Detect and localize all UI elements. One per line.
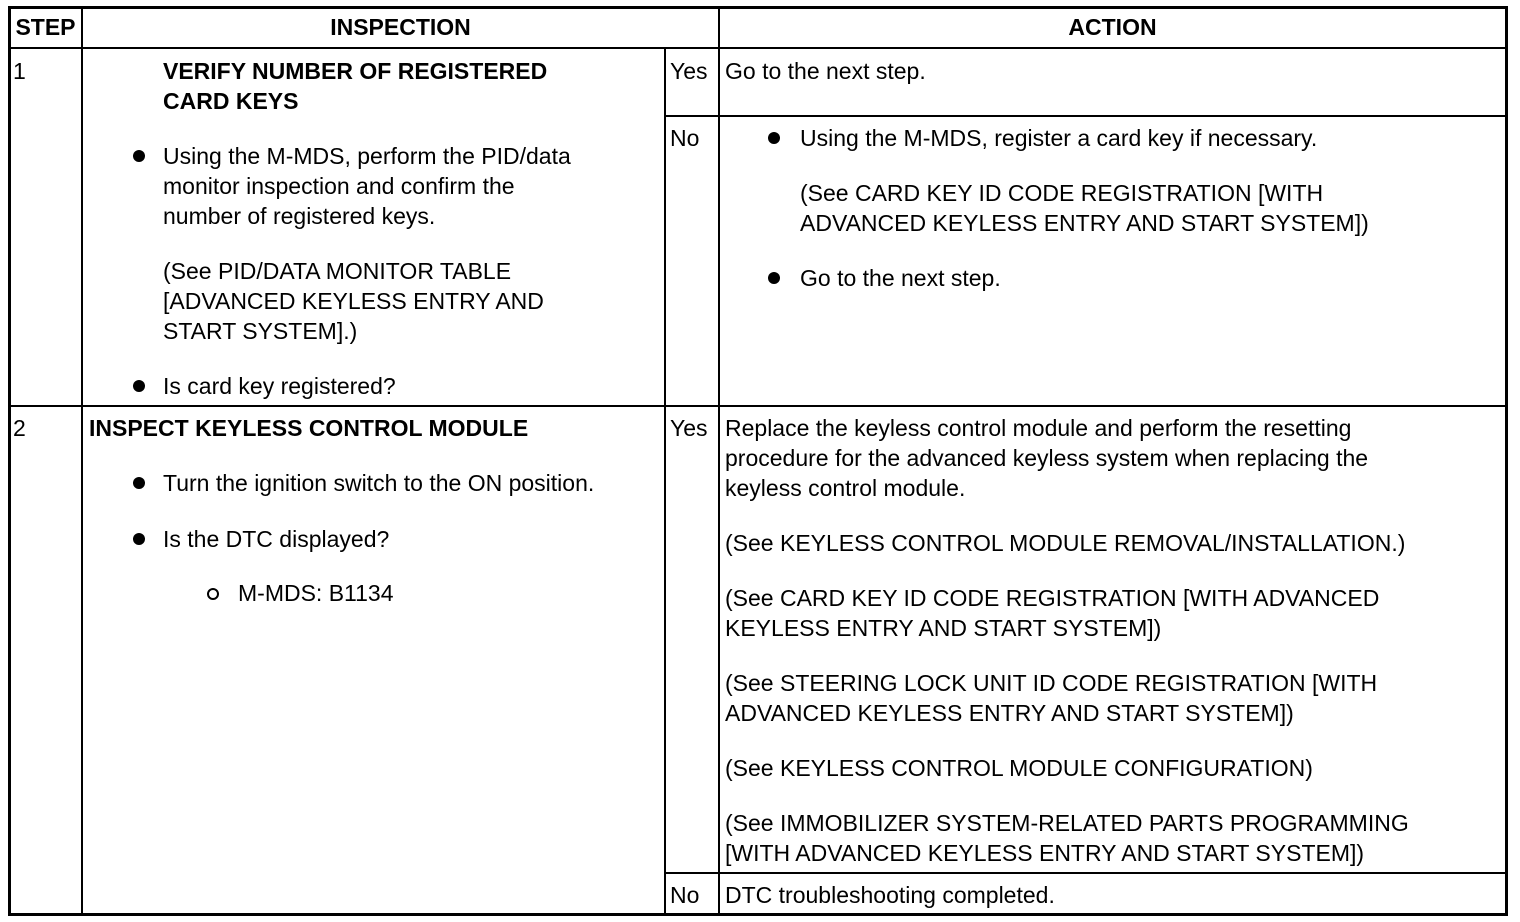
step2-number: 2 (13, 415, 26, 441)
step1-bullet1-line1: Using the M-MDS, perform the PID/data (163, 143, 571, 169)
step2-ref2-line1[interactable]: (See CARD KEY ID CODE REGISTRATION [WITH ADVANCED (725, 585, 1380, 611)
step2-ref3-line2[interactable]: ADVANCED KEYLESS ENTRY AND START SYSTEM]) (725, 700, 1294, 726)
step1-title-line2: CARD KEYS (163, 88, 299, 114)
bullet-icon (133, 477, 145, 489)
step2-ref4[interactable]: (See KEYLESS CONTROL MODULE CONFIGURATION) (725, 755, 1313, 781)
header-inspection: INSPECTION (330, 14, 471, 40)
step1-ref-line1[interactable]: (See PID/DATA MONITOR TABLE (163, 258, 512, 284)
step2-bullet1: Turn the ignition switch to the ON position. (163, 470, 595, 496)
bullet-icon (133, 533, 145, 545)
step-divider (8, 405, 1508, 407)
step2-ref2-line2[interactable]: KEYLESS ENTRY AND START SYSTEM]) (725, 615, 1162, 641)
header-divider (8, 47, 1508, 49)
step2-sub-bullet: M-MDS: B1134 (238, 580, 394, 606)
step2-bullet2: Is the DTC displayed? (163, 526, 390, 552)
table-border-bottom (8, 913, 1508, 916)
step2-no-action: DTC troubleshooting completed. (725, 882, 1055, 908)
bullet-icon (768, 132, 780, 144)
step1-bullet1-line2: monitor inspection and confirm the (163, 173, 515, 199)
step1-bullet2: Is card key registered? (163, 373, 396, 399)
step1-yes-no-divider (664, 115, 1508, 117)
step2-ref3-line1[interactable]: (See STEERING LOCK UNIT ID CODE REGISTRATION [WITH (725, 670, 1378, 696)
step1-no-ref-line2[interactable]: ADVANCED KEYLESS ENTRY AND START SYSTEM]) (800, 210, 1369, 236)
step2-ref5-line1[interactable]: (See IMMOBILIZER SYSTEM-RELATED PARTS PROGRAMMING (725, 810, 1409, 836)
step-column-divider (81, 6, 83, 916)
header-step: STEP (15, 14, 76, 40)
action-column-divider (718, 6, 720, 916)
sub-bullet-icon (207, 588, 219, 600)
step2-ref1[interactable]: (See KEYLESS CONTROL MODULE REMOVAL/INSTALLATION.) (725, 530, 1406, 556)
header-action: ACTION (1068, 14, 1157, 40)
step1-number: 1 (13, 58, 26, 84)
step1-ref-line2[interactable]: [ADVANCED KEYLESS ENTRY AND (163, 288, 544, 314)
bullet-icon (768, 272, 780, 284)
step1-no-label: No (670, 125, 700, 151)
step1-no-ref-line1[interactable]: (See CARD KEY ID CODE REGISTRATION [WITH (800, 180, 1324, 206)
step1-ref-line3[interactable]: START SYSTEM].) (163, 318, 358, 344)
step1-title-line1: VERIFY NUMBER OF REGISTERED (163, 58, 548, 84)
step2-no-label: No (670, 882, 700, 908)
step2-yes-label: Yes (670, 415, 708, 441)
step1-yes-label: Yes (670, 58, 708, 84)
bullet-icon (133, 380, 145, 392)
step1-yes-action: Go to the next step. (725, 58, 926, 84)
step2-ref5-line2[interactable]: [WITH ADVANCED KEYLESS ENTRY AND START SYSTEM]) (725, 840, 1365, 866)
step2-yes-action-line1: Replace the keyless control module and perform the resetting (725, 415, 1352, 441)
table-border-left (8, 6, 11, 916)
step2-yes-action-line3: keyless control module. (725, 475, 966, 501)
step2-yes-action-line2: procedure for the advanced keyless system when replacing the (725, 445, 1369, 471)
step1-bullet1-line3: number of registered keys. (163, 203, 436, 229)
step2-yes-no-divider (664, 872, 1508, 874)
step1-no-bullet2: Go to the next step. (800, 265, 1001, 291)
bullet-icon (133, 150, 145, 162)
step1-no-bullet1: Using the M-MDS, register a card key if necessary. (800, 125, 1318, 151)
result-column-divider (664, 47, 666, 916)
table-border-top (8, 6, 1508, 9)
table-border-right (1505, 6, 1508, 916)
step2-title: INSPECT KEYLESS CONTROL MODULE (89, 415, 529, 441)
